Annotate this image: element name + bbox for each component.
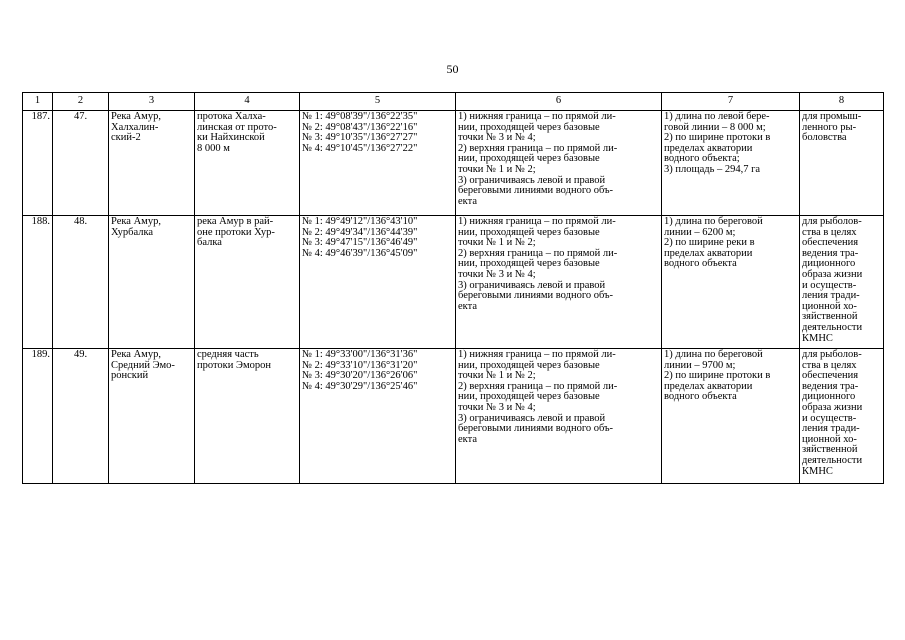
- location-cell: [195, 111, 300, 216]
- text-line: 2) верхняя граница – по прямой ли-: [458, 380, 618, 392]
- text-line: Средний Эмо-: [111, 359, 175, 371]
- text-line: обеспечения: [802, 370, 859, 382]
- location-cell: [195, 349, 300, 484]
- text-line: река Амур в рай-: [197, 216, 274, 227]
- size-cell: [662, 216, 800, 349]
- size-cell: [662, 111, 800, 216]
- text-line: 1) нижняя граница – по прямой ли-: [458, 111, 616, 122]
- text-line: нии, проходящей через базовые: [458, 391, 600, 403]
- text-line: ский-2: [111, 132, 141, 144]
- text-line: и осуществ-: [802, 279, 857, 291]
- text-line: точки № 3 и № 4;: [458, 401, 536, 413]
- text-line: ционной хо-: [802, 433, 857, 445]
- column-header: 1: [23, 93, 53, 111]
- text-line: ведения тра-: [802, 247, 859, 259]
- coordinates-cell: [300, 349, 456, 484]
- text-line: образа жизни: [802, 268, 863, 280]
- column-header: 5: [300, 93, 456, 111]
- text-line: ки Найхинской: [197, 132, 265, 144]
- text-line: балка: [197, 237, 222, 249]
- text-line: № 3: 49°30'20"/136°26'06": [302, 370, 418, 382]
- location-cell: [195, 216, 300, 349]
- column-header: 7: [662, 93, 800, 111]
- text-line: деятельности: [802, 454, 863, 466]
- text-line: 3) ограничиваясь левой и правой: [458, 174, 606, 186]
- text-line: нии, проходящей через базовые: [458, 121, 600, 133]
- text-line: береговыми линиями водного объ-: [458, 290, 614, 302]
- text-line: ведения тра-: [802, 380, 859, 392]
- text-line: № 4: 49°10'45"/136°27'22": [302, 142, 418, 154]
- purpose-cell: [800, 349, 884, 484]
- text-line: образа жизни: [802, 401, 863, 413]
- text-line: нии, проходящей через базовые: [458, 359, 600, 371]
- registry-table: [22, 92, 884, 484]
- text-line: береговыми линиями водного объ-: [458, 423, 614, 435]
- water-body-name-cell: [109, 349, 195, 484]
- text-line: для рыболов-: [802, 349, 862, 360]
- text-line: нии, проходящей через базовые: [458, 226, 600, 238]
- text-line: зяйственной: [802, 311, 858, 323]
- text-line: точки № 3 и № 4;: [458, 132, 536, 144]
- text-line: ционной хо-: [802, 300, 857, 312]
- purpose-cell: [800, 216, 884, 349]
- text-line: пределах акватории: [664, 380, 753, 392]
- text-line: № 2: 49°33'10"/136°31'20": [302, 359, 418, 371]
- text-line: КМНС: [802, 465, 833, 477]
- text-line: боловства: [802, 132, 847, 144]
- text-line: 3) ограничиваясь левой и правой: [458, 279, 606, 291]
- text-line: Река Амур,: [111, 216, 161, 227]
- text-line: екта: [458, 433, 478, 445]
- text-line: протока Халха-: [197, 111, 266, 122]
- text-line: для промыш-: [802, 111, 862, 122]
- table-row: [23, 216, 884, 349]
- page-number: 50: [446, 62, 459, 76]
- text-line: нии, проходящей через базовые: [458, 258, 600, 270]
- column-header: 6: [456, 93, 662, 111]
- text-line: № 2: 49°49'34"/136°44'39": [302, 226, 418, 238]
- text-line: нии, проходящей через базовые: [458, 153, 600, 165]
- text-line: 2) верхняя граница – по прямой ли-: [458, 142, 618, 154]
- text-line: точки № 1 и № 2;: [458, 163, 536, 175]
- text-line: пределах акватории: [664, 142, 753, 154]
- boundaries-cell: [456, 349, 662, 484]
- text-line: ства в целях: [802, 226, 857, 238]
- text-line: 1) нижняя граница – по прямой ли-: [458, 216, 616, 227]
- text-line: ства в целях: [802, 359, 857, 371]
- text-line: говой линии – 8 000 м;: [664, 121, 766, 133]
- coordinates-cell: [300, 216, 456, 349]
- text-line: 2) по ширине протоки в: [664, 132, 771, 144]
- text-line: диционного: [802, 391, 856, 403]
- text-line: № 1: 49°08'39"/136°22'35": [302, 111, 418, 122]
- text-line: № 1: 49°49'12"/136°43'10": [302, 216, 418, 227]
- coordinates-cell: [300, 111, 456, 216]
- column-header: 2: [53, 93, 109, 111]
- header-row: [23, 93, 884, 111]
- text-line: оне протоки Хур-: [197, 226, 275, 238]
- table-row: [23, 349, 884, 484]
- sub-number-cell: 49.: [53, 349, 109, 484]
- text-line: деятельности: [802, 321, 863, 333]
- text-line: 3) площадь – 294,7 га: [664, 163, 761, 175]
- text-line: ления тради-: [802, 290, 860, 302]
- text-line: береговыми линиями водного объ-: [458, 185, 614, 197]
- column-header: 3: [109, 93, 195, 111]
- text-line: Река Амур,: [111, 349, 161, 360]
- text-line: № 4: 49°46'39"/136°45'09": [302, 247, 418, 259]
- sub-number-cell: 48.: [53, 216, 109, 349]
- row-number-cell: 187.: [23, 111, 53, 216]
- text-line: Халхалин-: [111, 121, 159, 133]
- purpose-cell: [800, 111, 884, 216]
- text-line: Хурбалка: [111, 226, 154, 238]
- text-line: № 3: 49°47'15"/136°46'49": [302, 237, 418, 249]
- text-line: водного объекта: [664, 391, 737, 403]
- water-body-name-cell: [109, 216, 195, 349]
- table-row: [23, 111, 884, 216]
- text-line: для рыболов-: [802, 216, 862, 227]
- text-line: протоки Эморон: [197, 359, 271, 371]
- text-line: линская от прото-: [197, 121, 277, 133]
- row-number-cell: 188.: [23, 216, 53, 349]
- text-line: линии – 6200 м;: [664, 226, 736, 238]
- text-line: диционного: [802, 258, 856, 270]
- text-line: № 3: 49°10'35"/136°27'27": [302, 132, 418, 144]
- text-line: водного объекта: [664, 258, 737, 270]
- text-line: точки № 3 и № 4;: [458, 268, 536, 280]
- text-line: линии – 9700 м;: [664, 359, 736, 371]
- text-line: обеспечения: [802, 237, 859, 249]
- text-line: ления тради-: [802, 423, 860, 435]
- boundaries-cell: [456, 111, 662, 216]
- text-line: точки № 1 и № 2;: [458, 370, 536, 382]
- text-line: 1) длина по левой бере-: [664, 111, 770, 122]
- water-body-name-cell: [109, 111, 195, 216]
- text-line: водного объекта;: [664, 153, 740, 165]
- text-line: 1) длина по береговой: [664, 349, 763, 360]
- boundaries-cell: [456, 216, 662, 349]
- column-header: 4: [195, 93, 300, 111]
- text-line: 8 000 м: [197, 142, 230, 154]
- text-line: № 2: 49°08'43"/136°22'16": [302, 121, 418, 133]
- text-line: пределах акватории: [664, 247, 753, 259]
- text-line: ленного ры-: [802, 121, 857, 133]
- text-line: и осуществ-: [802, 412, 857, 424]
- text-line: 2) по ширине протоки в: [664, 370, 771, 382]
- text-line: 3) ограничиваясь левой и правой: [458, 412, 606, 424]
- text-line: зяйственной: [802, 444, 858, 456]
- text-line: 1) длина по береговой: [664, 216, 763, 227]
- text-line: ронский: [111, 370, 149, 382]
- text-line: № 4: 49°30'29"/136°25'46": [302, 380, 418, 392]
- text-line: № 1: 49°33'00"/136°31'36": [302, 349, 418, 360]
- text-line: Река Амур,: [111, 111, 161, 122]
- text-line: екта: [458, 195, 478, 207]
- text-line: 1) нижняя граница – по прямой ли-: [458, 349, 616, 360]
- text-line: средняя часть: [197, 349, 259, 360]
- text-line: екта: [458, 300, 478, 312]
- text-line: 2) верхняя граница – по прямой ли-: [458, 247, 618, 259]
- size-cell: [662, 349, 800, 484]
- sub-number-cell: 47.: [53, 111, 109, 216]
- text-line: точки № 1 и № 2;: [458, 237, 536, 249]
- text-line: КМНС: [802, 332, 833, 344]
- column-header: 8: [800, 93, 884, 111]
- text-line: 2) по ширине реки в: [664, 237, 755, 249]
- row-number-cell: 189.: [23, 349, 53, 484]
